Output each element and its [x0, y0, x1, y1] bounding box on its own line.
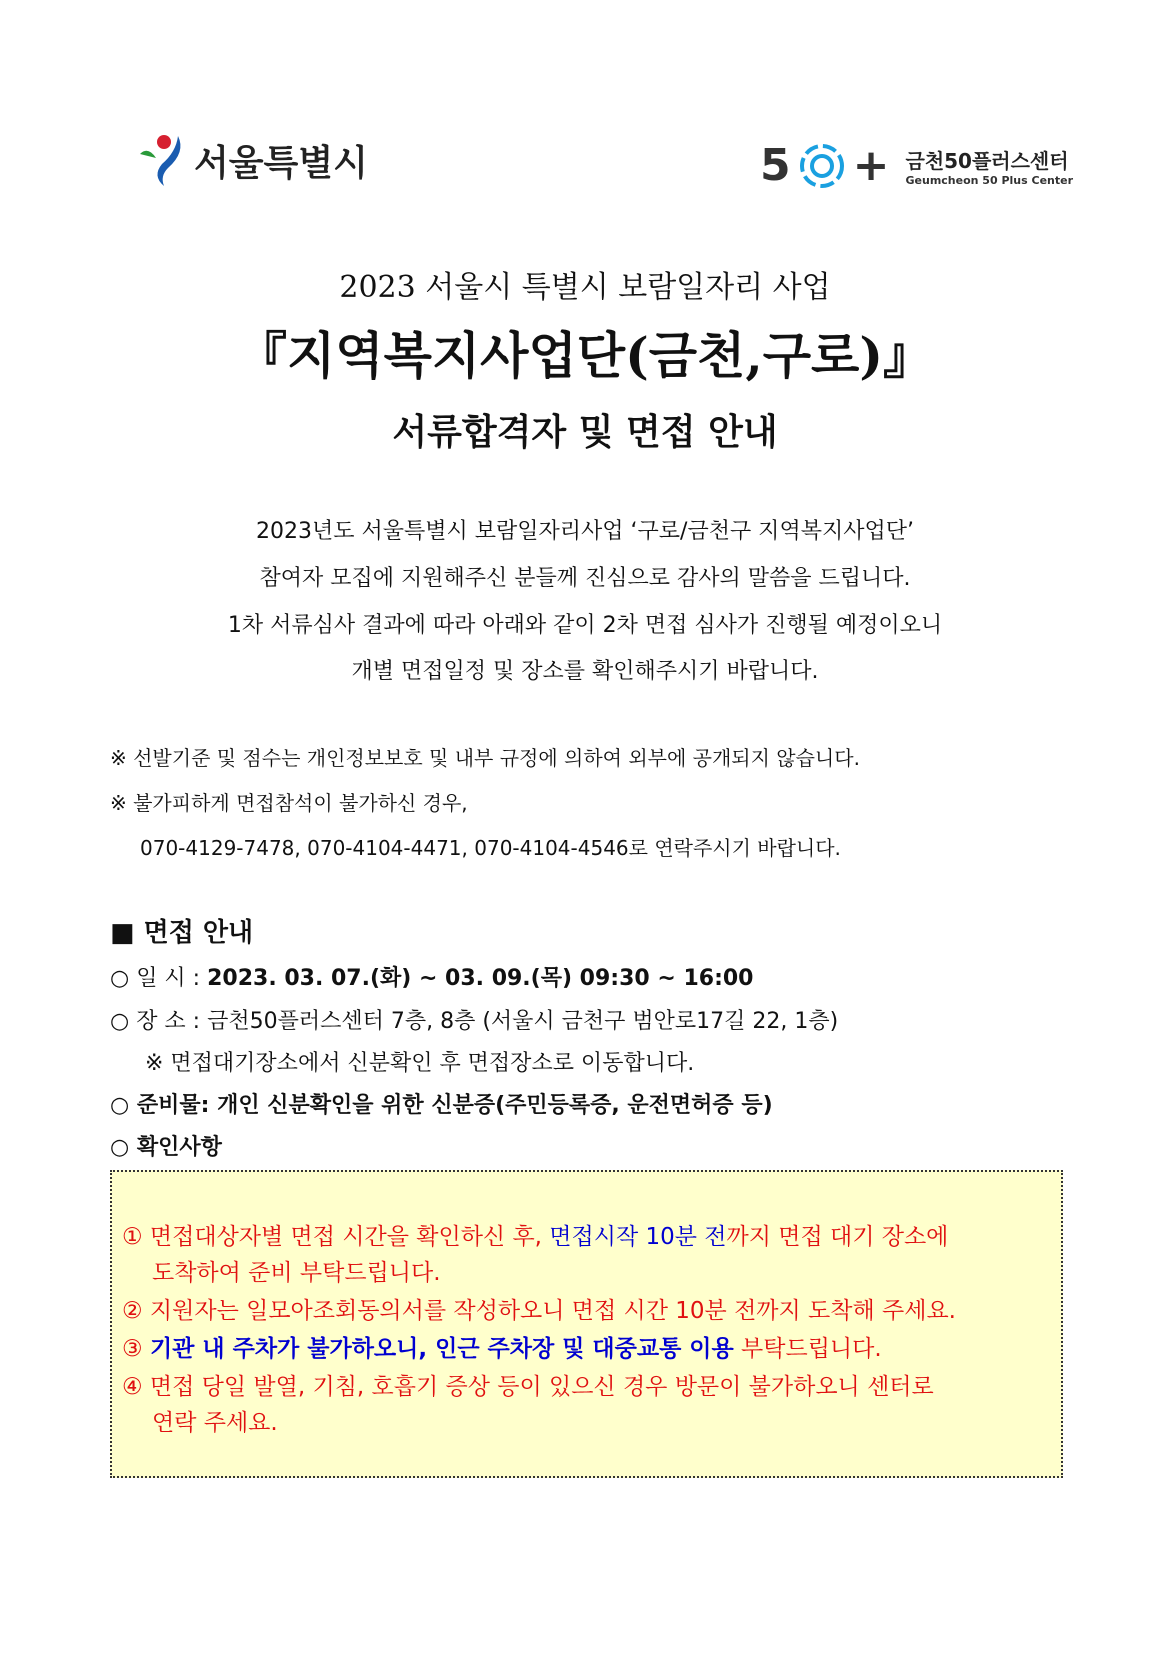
prep-item: ○ 준비물: 개인 신분확인을 위한 신분증(주민등록증, 운전면허증 등)	[110, 1093, 773, 1118]
title-line-3: 서류합격자 및 면접 안내	[392, 411, 778, 453]
contact-phones: 070-4129-7478, 070-4104-4471, 070-4104-4546로 연락주시기 바랍니다.	[140, 836, 841, 860]
date-item: ○ 일 시 : 2023. 03. 07.(화) ~ 03. 09.(목) 09:30 ~ 16:00	[110, 966, 754, 991]
notice-item-2: ② 지원자는 일모아조회동의서를 작성하오니 면접 시간 10분 전까지 도착해 주세요.	[122, 1298, 956, 1324]
seoul-emblem-icon	[138, 132, 188, 188]
intro-line: 참여자 모집에 지원해주신 분들께 진심으로 감사의 말씀을 드립니다.	[259, 566, 911, 591]
note-line: ※ 불가피하게 면접참석이 불가하신 경우,	[110, 791, 468, 815]
notice-item-1-cont: 도착하여 준비 부탁드립니다.	[152, 1260, 441, 1286]
intro-line: 1차 서류심사 결과에 따라 아래와 같이 2차 면접 심사가 진행될 예정이오니	[227, 613, 943, 638]
intro-line: 2023년도 서울특별시 보람일자리사업 ‘구로/금천구 지역복지사업단’	[256, 519, 914, 544]
place-note: ※ 면접대기장소에서 신분확인 후 면접장소로 이동합니다.	[145, 1051, 695, 1076]
geumcheon-50plus-logo: 5 + 금천50플러스센터 Geumcheon 50 Plus Center	[760, 140, 1073, 191]
notice-item-1: ① 면접대상자별 면접 시간을 확인하신 후, 면접시작 10분 전까지 면접 대기 장소에	[122, 1224, 949, 1250]
notice-item-4-cont: 연락 주세요.	[152, 1410, 278, 1436]
ring-logo-icon	[799, 143, 845, 189]
notice-item-3: ③ 기관 내 주차가 불가하오니, 인근 주차장 및 대중교통 이용 부탁드립니다.	[122, 1336, 882, 1362]
title-line-2: 『지역복지사업단(금천,구로)』	[236, 326, 934, 385]
section-heading: ■ 면접 안내	[110, 918, 254, 948]
notice-item-4: ④ 면접 당일 발열, 기침, 호흡기 증상 등이 있으신 경우 방문이 불가하오니 센터로	[122, 1374, 934, 1400]
seoul-logo: 서울특별시	[138, 132, 368, 188]
intro-line: 개별 면접일정 및 장소를 확인해주시기 바랍니다.	[351, 659, 819, 684]
place-item: ○ 장 소 : 금천50플러스센터 7층, 8층 (서울시 금천구 범안로17길 22, 1층)	[110, 1009, 839, 1034]
check-item: ○ 확인사항	[110, 1135, 222, 1160]
title-line-1: 2023 서울시 특별시 보람일자리 사업	[339, 270, 831, 305]
note-line: ※ 선발기준 및 점수는 개인정보보호 및 내부 규정에 의하여 외부에 공개되지 않습니다.	[110, 746, 860, 770]
